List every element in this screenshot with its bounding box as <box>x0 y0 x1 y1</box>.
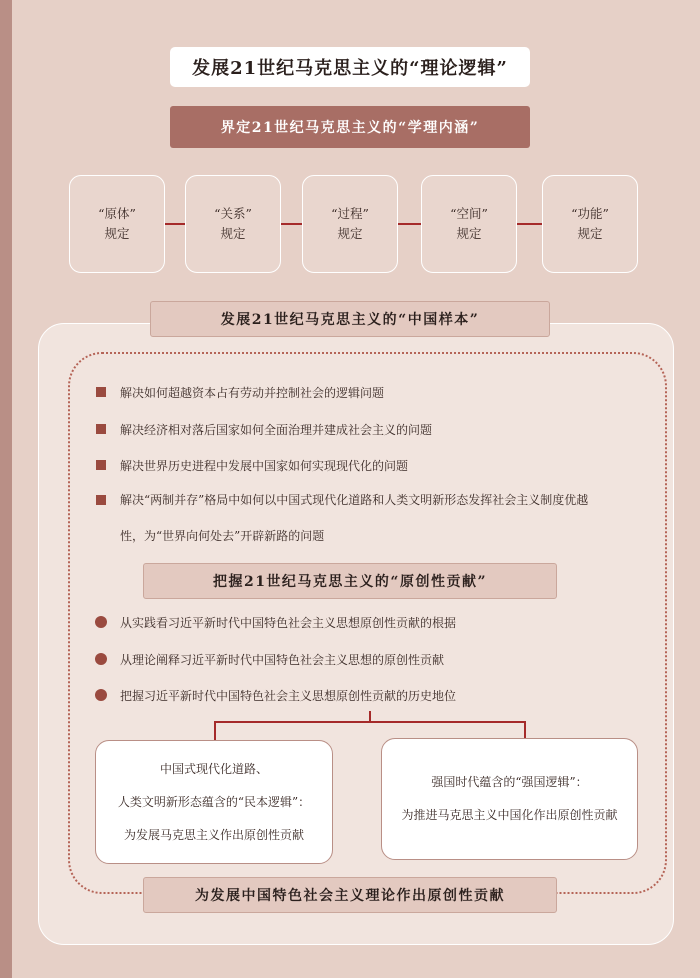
card-strong-nation-logic <box>381 738 638 860</box>
tree-connector-bar <box>214 721 526 723</box>
section-title-academic-connotation: 界定21世纪马克思主义的“学理内涵” <box>170 106 530 148</box>
section-title-original-contribution: 把握21世纪马克思主义的“原创性贡献” <box>143 563 557 599</box>
card-text-line1: 中国式现代化道路、 <box>159 761 268 776</box>
category-box-relation <box>185 175 281 273</box>
square-bullet-icon <box>96 460 106 470</box>
category-label: 规定 <box>337 226 363 241</box>
card-text-line3: 为发展马克思主义作出原创性贡献 <box>123 827 304 842</box>
list-item-text: 从实践看习近平新时代中国特色社会主义思想原创性贡献的根据 <box>120 616 457 630</box>
list-item <box>95 651 655 668</box>
circle-bullet-icon <box>95 616 107 628</box>
category-label: 规定 <box>104 226 130 241</box>
category-box-function <box>542 175 638 273</box>
list-item <box>95 614 655 631</box>
square-bullet-icon <box>96 424 106 434</box>
category-label: 规定 <box>220 226 246 241</box>
category-box-ontology <box>69 175 165 273</box>
list-item-text-line1: 解决“两制并存”格局中如何以中国式现代化道路和人类文明新形态发挥社会主义制度优越 <box>120 493 589 507</box>
tree-connector-right-leg <box>524 721 526 739</box>
card-text-line1: 强国时代蕴含的“强国逻辑”： <box>431 775 588 789</box>
list-item-text <box>120 482 588 554</box>
card-people-logic <box>95 740 333 864</box>
list-item <box>96 482 656 554</box>
card-text-line2: 人类文明新形态蕴含的“民本逻辑”： <box>117 794 311 809</box>
list-item-text: 解决如何超越资本占有劳动并控制社会的逻辑问题 <box>120 386 385 400</box>
category-label: 规定 <box>577 226 603 241</box>
list-item <box>96 457 656 474</box>
tree-connector-left-leg <box>214 721 216 741</box>
category-box-space <box>421 175 517 273</box>
category-quote: “功能” <box>571 206 609 221</box>
list-item-text: 解决经济相对落后国家如何全面治理并建成社会主义的问题 <box>120 423 433 437</box>
list-item-text: 从理论阐释习近平新时代中国特色社会主义思想的原创性贡献 <box>120 653 445 667</box>
circle-bullet-icon <box>95 689 107 701</box>
category-quote: “空间” <box>450 206 488 221</box>
list-item-text: 解决世界历史进程中发展中国家如何实现现代化的问题 <box>120 459 409 473</box>
card-text-line2: 为推进马克思主义中国化作出原创性贡献 <box>401 808 618 822</box>
square-bullet-icon <box>96 495 106 505</box>
category-quote: “过程” <box>331 206 369 221</box>
list-item <box>95 687 655 704</box>
page-title: 发展21世纪马克思主义的“理论逻辑” <box>170 47 530 87</box>
left-accent-bar <box>0 0 12 978</box>
list-item <box>96 384 656 401</box>
list-item-text: 把握习近平新时代中国特色社会主义思想原创性贡献的历史地位 <box>120 689 457 703</box>
category-label: 规定 <box>456 226 482 241</box>
list-item-text-line2: 性，为“世界向何处去”开辟新路的问题 <box>120 529 325 543</box>
footer-conclusion: 为发展中国特色社会主义理论作出原创性贡献 <box>143 877 557 913</box>
square-bullet-icon <box>96 387 106 397</box>
list-item <box>96 421 656 438</box>
circle-bullet-icon <box>95 653 107 665</box>
category-quote: “原体” <box>98 206 136 221</box>
category-quote: “关系” <box>214 206 252 221</box>
category-box-process <box>302 175 398 273</box>
section-title-china-sample: 发展21世纪马克思主义的“中国样本” <box>150 301 550 337</box>
